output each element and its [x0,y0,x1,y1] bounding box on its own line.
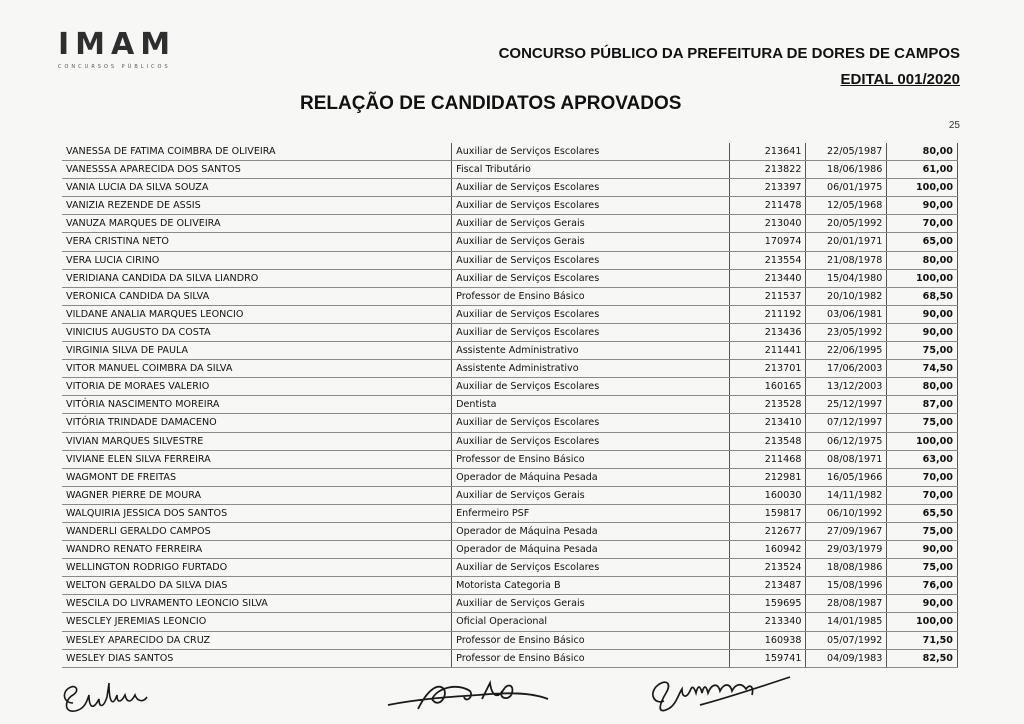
birth-date: 15/08/1996 [806,577,887,595]
candidate-name: VIVIAN MARQUES SILVESTRE [62,432,452,450]
candidate-name: WANDRO RENATO FERREIRA [62,541,452,559]
candidate-role: Professor de Ensino Básico [452,287,730,305]
table-body [62,143,958,667]
candidate-name: VANESSSA APARECIDA DOS SANTOS [62,161,452,179]
candidate-role: Auxiliar de Serviços Gerais [452,215,730,233]
score: 90,00 [887,323,958,341]
birth-date: 13/12/2003 [806,378,887,396]
birth-date: 12/05/1968 [806,197,887,215]
candidate-name: VERIDIANA CANDIDA DA SILVA LIANDRO [62,269,452,287]
birth-date: 22/06/1995 [806,342,887,360]
candidate-role: Auxiliar de Serviços Gerais [452,233,730,251]
candidate-name: WESCLEY JEREMIAS LEONCIO [62,613,452,631]
table-row [62,504,958,522]
candidate-role: Professor de Ensino Básico [452,649,730,667]
registration-number: 213548 [729,432,806,450]
signature-right [640,665,820,721]
candidate-name: VANIZIA REZENDE DE ASSIS [62,197,452,215]
registration-number: 159695 [729,595,806,613]
birth-date: 16/05/1966 [806,468,887,486]
score: 74,50 [887,360,958,378]
birth-date: 14/01/1985 [806,613,887,631]
table-row [62,559,958,577]
page-number: 25 [948,120,960,131]
candidate-name: VANUZA MARQUES DE OLIVEIRA [62,215,452,233]
registration-number: 213340 [729,613,806,631]
candidate-name: VILDANE ANALIA MARQUES LEONCIO [62,305,452,323]
signature-left [55,673,165,721]
candidate-name: VIVIANE ELEN SILVA FERREIRA [62,450,452,468]
score: 87,00 [887,396,958,414]
candidate-name: VERA CRISTINA NETO [62,233,452,251]
registration-number: 213701 [729,360,806,378]
score: 75,00 [887,414,958,432]
score: 65,00 [887,233,958,251]
table-row [62,541,958,559]
candidate-role: Auxiliar de Serviços Gerais [452,486,730,504]
registration-number: 211468 [729,450,806,468]
score: 80,00 [887,143,958,161]
candidate-role: Auxiliar de Serviços Gerais [452,595,730,613]
registration-number: 212981 [729,468,806,486]
birth-date: 20/10/1982 [806,287,887,305]
birth-date: 05/07/1992 [806,631,887,649]
score: 61,00 [887,161,958,179]
registration-number: 213641 [729,143,806,161]
candidate-name: VERONICA CANDIDA DA SILVA [62,287,452,305]
candidate-role: Auxiliar de Serviços Escolares [452,378,730,396]
candidate-role: Auxiliar de Serviços Escolares [452,269,730,287]
candidate-role: Auxiliar de Serviços Escolares [452,251,730,269]
table-row [62,468,958,486]
registration-number: 213440 [729,269,806,287]
table-row [62,396,958,414]
candidate-name: WALQUIRIA JESSICA DOS SANTOS [62,504,452,522]
score: 70,00 [887,468,958,486]
table-row [62,613,958,631]
birth-date: 14/11/1982 [806,486,887,504]
registration-number: 211537 [729,287,806,305]
candidate-role: Oficial Operacional [452,613,730,631]
candidate-role: Assistente Administrativo [452,360,730,378]
candidate-name: VITOR MANUEL COIMBRA DA SILVA [62,360,452,378]
birth-date: 04/09/1983 [806,649,887,667]
registration-number: 213436 [729,323,806,341]
table-row [62,432,958,450]
candidate-role: Auxiliar de Serviços Escolares [452,414,730,432]
registration-number: 213487 [729,577,806,595]
table-row [62,577,958,595]
registration-number: 213554 [729,251,806,269]
score: 90,00 [887,541,958,559]
candidate-role: Operador de Máquina Pesada [452,468,730,486]
candidate-name: VITORIA DE MORAES VALERIO [62,378,452,396]
score: 68,50 [887,287,958,305]
candidate-name: VINICIUS AUGUSTO DA COSTA [62,323,452,341]
score: 70,00 [887,486,958,504]
birth-date: 03/06/1981 [806,305,887,323]
birth-date: 29/03/1979 [806,541,887,559]
table-row [62,342,958,360]
candidate-role: Auxiliar de Serviços Escolares [452,323,730,341]
birth-date: 25/12/1997 [806,396,887,414]
birth-date: 06/01/1975 [806,179,887,197]
registration-number: 213397 [729,179,806,197]
signatures-area [0,665,1024,724]
score: 65,50 [887,504,958,522]
signature-center [378,669,558,721]
birth-date: 06/10/1992 [806,504,887,522]
candidate-role: Auxiliar de Serviços Escolares [452,143,730,161]
candidate-name: VITÓRIA NASCIMENTO MOREIRA [62,396,452,414]
registration-number: 211192 [729,305,806,323]
registration-number: 159817 [729,504,806,522]
registration-number: 213528 [729,396,806,414]
candidate-role: Professor de Ensino Básico [452,631,730,649]
logo-mark: IMAM [58,27,177,62]
candidate-role: Assistente Administrativo [452,342,730,360]
table-row [62,378,958,396]
candidate-name: VANESSA DE FATIMA COIMBRA DE OLIVEIRA [62,143,452,161]
birth-date: 17/06/2003 [806,360,887,378]
table-row [62,305,958,323]
candidate-name: VANIA LUCIA DA SILVA SOUZA [62,179,452,197]
score: 80,00 [887,251,958,269]
candidate-role: Dentista [452,396,730,414]
registration-number: 159741 [729,649,806,667]
candidate-name: VERA LUCIA CIRINO [62,251,452,269]
score: 75,00 [887,522,958,540]
score: 100,00 [887,179,958,197]
score: 70,00 [887,215,958,233]
signature-right-stroke [653,677,790,711]
birth-date: 28/08/1987 [806,595,887,613]
score: 100,00 [887,613,958,631]
candidate-name: VIRGINIA SILVA DE PAULA [62,342,452,360]
table-row [62,323,958,341]
score: 71,50 [887,631,958,649]
score: 76,00 [887,577,958,595]
registration-number: 160938 [729,631,806,649]
score: 75,00 [887,559,958,577]
candidate-role: Enfermeiro PSF [452,504,730,522]
table-row [62,450,958,468]
birth-date: 22/05/1987 [806,143,887,161]
candidate-role: Fiscal Tributário [452,161,730,179]
candidate-name: WELTON GERALDO DA SILVA DIAS [62,577,452,595]
birth-date: 23/05/1992 [806,323,887,341]
candidate-name: WELLINGTON RODRIGO FURTADO [62,559,452,577]
org-title: CONCURSO PÚBLICO DA PREFEITURA DE DORES DE CAMPOS [498,45,960,62]
candidate-name: WANDERLI GERALDO CAMPOS [62,522,452,540]
table-row [62,414,958,432]
table-row [62,251,958,269]
candidate-role: Auxiliar de Serviços Escolares [452,179,730,197]
table-row [62,631,958,649]
candidate-role: Auxiliar de Serviços Escolares [452,305,730,323]
birth-date: 06/12/1975 [806,432,887,450]
candidate-name: VITÓRIA TRINDADE DAMACENO [62,414,452,432]
birth-date: 20/05/1992 [806,215,887,233]
candidate-role: Motorista Categoria B [452,577,730,595]
score: 63,00 [887,450,958,468]
candidate-name: WAGNER PIERRE DE MOURA [62,486,452,504]
birth-date: 18/08/1986 [806,559,887,577]
birth-date: 08/08/1971 [806,450,887,468]
score: 75,00 [887,342,958,360]
candidate-role: Operador de Máquina Pesada [452,541,730,559]
registration-number: 213822 [729,161,806,179]
imam-logo [58,27,198,70]
table-row [62,360,958,378]
birth-date: 27/09/1967 [806,522,887,540]
score: 80,00 [887,378,958,396]
registration-number: 213040 [729,215,806,233]
table-row [62,233,958,251]
score: 82,50 [887,649,958,667]
logo-subtitle: CONCURSOS PÚBLICOS [58,64,171,70]
table-row [62,215,958,233]
score: 90,00 [887,305,958,323]
table-row [62,595,958,613]
score: 90,00 [887,595,958,613]
birth-date: 07/12/1997 [806,414,887,432]
table-row [62,486,958,504]
candidate-name: WAGMONT DE FREITAS [62,468,452,486]
candidate-role: Auxiliar de Serviços Escolares [452,197,730,215]
candidate-name: WESCILA DO LIVRAMENTO LEONCIO SILVA [62,595,452,613]
table-row [62,269,958,287]
candidate-role: Auxiliar de Serviços Escolares [452,432,730,450]
registration-number: 211441 [729,342,806,360]
registration-number: 160030 [729,486,806,504]
registration-number: 213524 [729,559,806,577]
table-row [62,161,958,179]
birth-date: 18/06/1986 [806,161,887,179]
signature-left-stroke [64,683,147,711]
candidate-role: Professor de Ensino Básico [452,450,730,468]
birth-date: 20/01/1971 [806,233,887,251]
table-row [62,197,958,215]
registration-number: 213410 [729,414,806,432]
table-row [62,287,958,305]
score: 100,00 [887,432,958,450]
registration-number: 212677 [729,522,806,540]
table-row [62,179,958,197]
candidate-name: WESLEY DIAS SANTOS [62,649,452,667]
registration-number: 160165 [729,378,806,396]
birth-date: 15/04/1980 [806,269,887,287]
table-row [62,522,958,540]
registration-number: 211478 [729,197,806,215]
candidate-role: Auxiliar de Serviços Escolares [452,559,730,577]
signature-center-stroke [388,683,548,709]
candidate-name: WESLEY APARECIDO DA CRUZ [62,631,452,649]
edital-number: EDITAL 001/2020 [840,71,960,88]
score: 90,00 [887,197,958,215]
registration-number: 160942 [729,541,806,559]
registration-number: 170974 [729,233,806,251]
approved-candidates-table [62,143,958,668]
candidate-role: Operador de Máquina Pesada [452,522,730,540]
table-row [62,143,958,161]
page-title: RELAÇÃO DE CANDIDATOS APROVADOS [300,93,682,114]
score: 100,00 [887,269,958,287]
birth-date: 21/08/1978 [806,251,887,269]
